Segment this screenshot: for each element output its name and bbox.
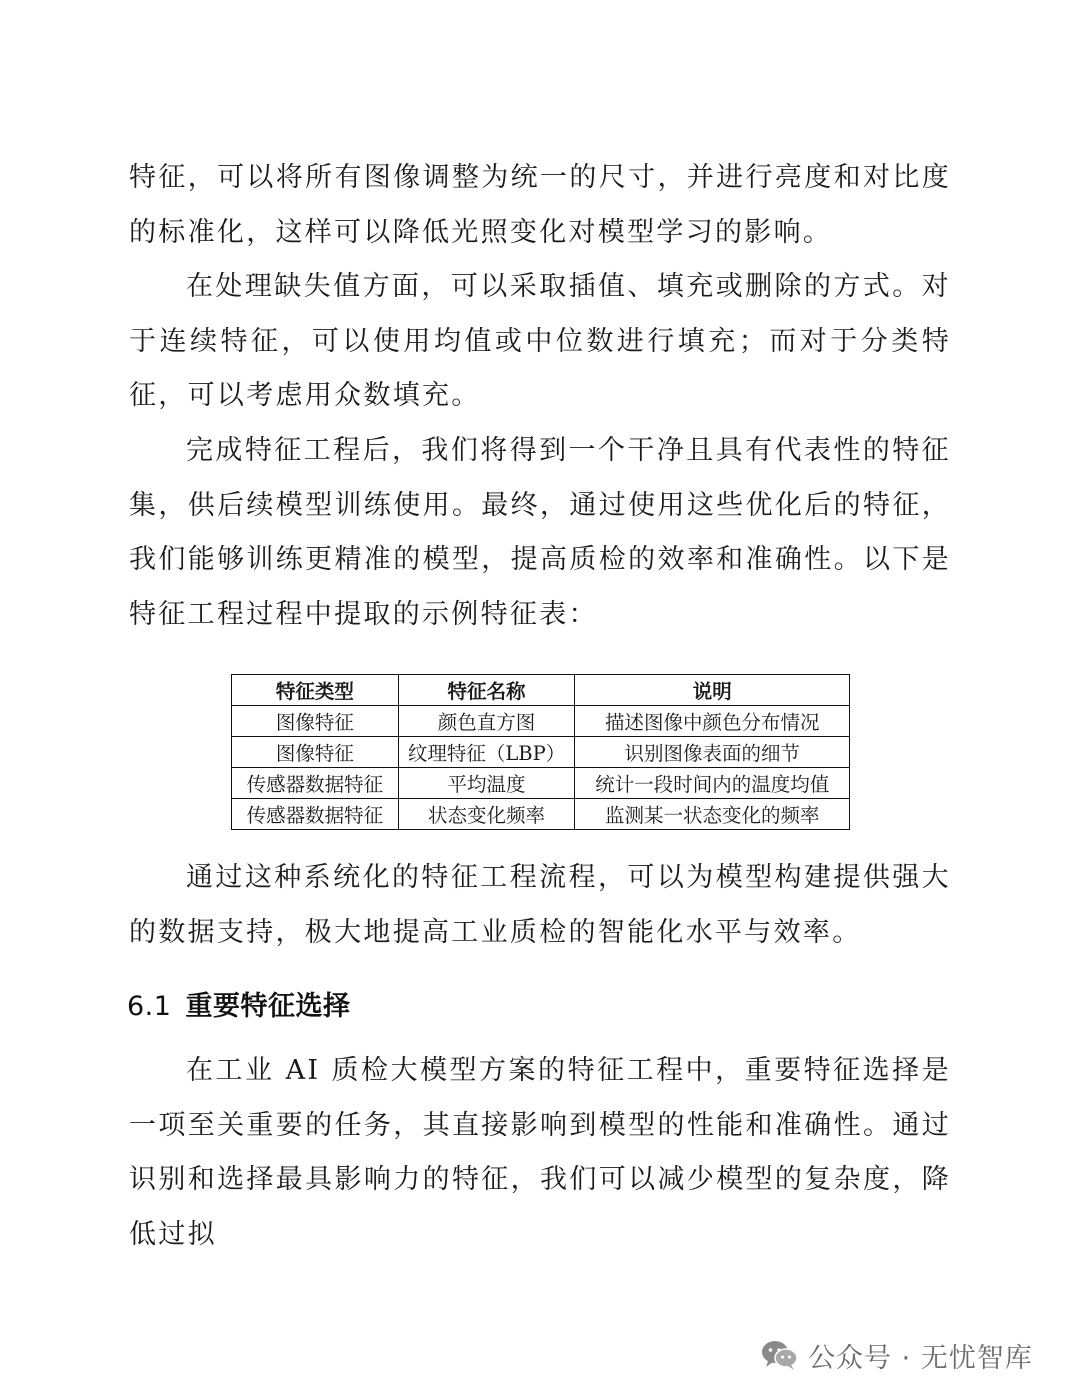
section-number: 6.1 [127, 991, 172, 1022]
table-header-row [232, 675, 850, 706]
paragraph-4: 通过这种系统化的特征工程流程，可以为模型构建提供强大的数据支持，极大地提高工业质检的智能化水平与效率。 [129, 862, 951, 948]
cell-feature-name: 颜色直方图 [398, 706, 575, 737]
watermark-text: 公众号 · 无忧智库 [808, 1342, 1033, 1374]
feature-table [231, 674, 850, 830]
cell-feature-name: 平均温度 [398, 768, 575, 799]
cell-description: 描述图像中颜色分布情况 [575, 706, 850, 737]
paragraph-3: 完成特征工程后，我们将得到一个干净且具有代表性的特征集，供后续模型训练使用。最终，通过使用这些优化后的特征，我们能够训练更精准的模型，提高质检的效率和准确性。以下是特征工程过程中提取的示例特征表： [129, 435, 951, 630]
cell-description: 统计一段时间内的温度均值 [575, 768, 850, 799]
table-row [232, 799, 850, 830]
section-heading [127, 985, 350, 1029]
section-title: 重要特征选择 [185, 991, 351, 1022]
cell-feature-type: 传感器数据特征 [232, 799, 399, 830]
cell-feature-name: 纹理特征（LBP） [398, 737, 575, 768]
watermark [760, 1335, 1033, 1375]
cell-description: 识别图像表面的细节 [575, 737, 850, 768]
cell-feature-name: 状态变化频率 [398, 799, 575, 830]
header-description: 说明 [575, 675, 850, 706]
table-row [232, 737, 850, 768]
cell-description: 监测某一状态变化的频率 [575, 799, 850, 830]
table-row [232, 706, 850, 737]
header-feature-name: 特征名称 [398, 675, 575, 706]
paragraph-2: 在处理缺失值方面，可以采取插值、填充或删除的方式。对于连续特征，可以使用均值或中位数进行填充；而对于分类特征，可以考虑用众数填充。 [129, 271, 951, 411]
cell-feature-type: 图像特征 [232, 737, 399, 768]
cell-feature-type: 传感器数据特征 [232, 768, 399, 799]
paragraph-5: 在工业 AI 质检大模型方案的特征工程中，重要特征选择是一项至关重要的任务，其直接影响到模型的性能和准确性。通过识别和选择最具影响力的特征，我们可以减少模型的复杂度，降低过拟 [129, 1055, 951, 1250]
paragraph-1: 特征，可以将所有图像调整为统一的尺寸，并进行亮度和对比度的标准化，这样可以降低光照变化对模型学习的影响。 [129, 162, 951, 248]
wechat-icon [760, 1338, 800, 1372]
cell-feature-type: 图像特征 [232, 706, 399, 737]
table-row [232, 768, 850, 799]
header-feature-type: 特征类型 [232, 675, 399, 706]
